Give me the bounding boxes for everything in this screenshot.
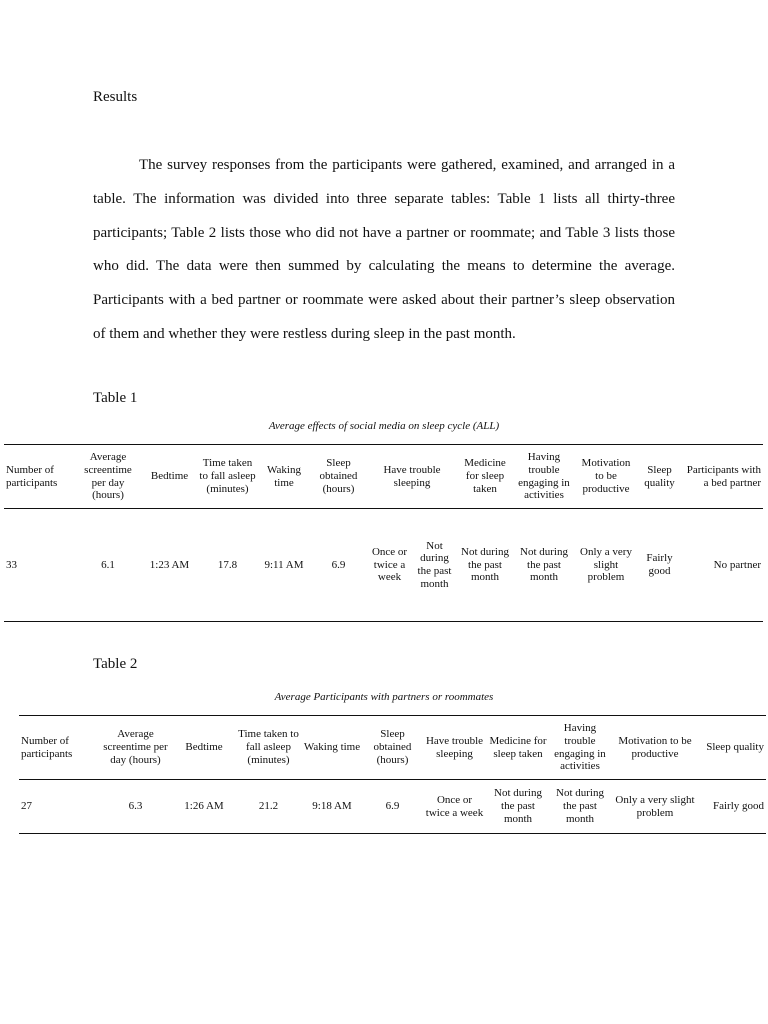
table2-cell-participants: 27	[19, 780, 99, 834]
table2-header-sleep-quality: Sleep quality	[699, 716, 766, 780]
table1-header-motivation: Motivation to be productive	[575, 445, 637, 509]
table1	[4, 444, 763, 622]
table1-header-bed-partner: Participants with a bed partner	[682, 445, 763, 509]
table1-header-participants: Number of participants	[4, 445, 74, 509]
table1-cell-trouble-activities: Not during the past month	[513, 509, 575, 622]
table2-caption: Average Participants with partners or roommates	[274, 691, 494, 703]
table2-header-fall-asleep: Time taken to fall asleep (minutes)	[236, 716, 301, 780]
table1-cell-bed-partner: No partner	[682, 509, 763, 622]
table2-header-sleep-obtained: Sleep obtained (hours)	[363, 716, 422, 780]
intro-paragraph: The survey responses from the participants were gathered, examined, and arranged in a table. The information was divided into three separate tables: Table 1 lists all thirty-three participants; Table 2 lists those who did not have a partner or roommate; and Table 3 lists those who did. The data were then summed by calculating the means to determine the average. Participants with a bed partner or roommate were asked about their partner’s sleep observation of them and whether they were restless during sleep in the past month.	[93, 157, 675, 342]
table1-header-row	[4, 445, 763, 509]
table2-header-screentime: Average screentime per day (hours)	[99, 716, 172, 780]
table2-cell-trouble-activities: Not during the past month	[549, 780, 611, 834]
table1-label: Table 1	[93, 390, 138, 406]
table2-header-motivation: Motivation to be productive	[611, 716, 699, 780]
table2-cell-trouble-sleeping: Once or twice a week	[422, 780, 487, 834]
table2-header-medicine: Medicine for sleep taken	[487, 716, 549, 780]
table2-cell-fall-asleep: 21.2	[236, 780, 301, 834]
table1-header-bedtime: Bedtime	[142, 445, 197, 509]
table1-header-screentime: Average screentime per day (hours)	[74, 445, 142, 509]
table1-cell-sleep-obtained: 6.9	[310, 509, 367, 622]
table2-cell-sleep-obtained: 6.9	[363, 780, 422, 834]
table2-header-row	[19, 716, 766, 780]
table2-header-participants: Number of participants	[19, 716, 99, 780]
table2-header-bedtime: Bedtime	[172, 716, 236, 780]
table2-header-trouble-activities: Having trouble engaging in activities	[549, 716, 611, 780]
table1-header-sleep-obtained: Sleep obtained (hours)	[310, 445, 367, 509]
table1-cell-screentime: 6.1	[74, 509, 142, 622]
table1-header-medicine: Medicine for sleep taken	[457, 445, 513, 509]
table2-cell-sleep-quality: Fairly good	[699, 780, 766, 834]
results-heading: Results	[93, 89, 138, 105]
table1-cell-motivation: Only a very slight problem	[575, 509, 637, 622]
table2	[19, 715, 766, 834]
table1-cell-fall-asleep: 17.8	[197, 509, 258, 622]
table2-cell-bedtime: 1:26 AM	[172, 780, 236, 834]
table2-cell-medicine: Not during the past month	[487, 780, 549, 834]
table-row	[19, 780, 766, 834]
table2-label: Table 2	[93, 656, 138, 672]
table1-header-fall-asleep: Time taken to fall asleep (minutes)	[197, 445, 258, 509]
table1-cell-trouble-sleeping-b: Not during the past month	[412, 509, 457, 622]
table1-header-trouble-activities: Having trouble engaging in activities	[513, 445, 575, 509]
table1-caption: Average effects of social media on sleep cycle (ALL)	[268, 420, 500, 432]
table2-cell-screentime: 6.3	[99, 780, 172, 834]
table1-cell-bedtime: 1:23 AM	[142, 509, 197, 622]
table2-cell-motivation: Only a very slight problem	[611, 780, 699, 834]
table1-header-sleep-quality: Sleep quality	[637, 445, 682, 509]
table2-header-waking: Waking time	[301, 716, 363, 780]
table2-header-trouble-sleeping: Have trouble sleeping	[422, 716, 487, 780]
table1-cell-participants: 33	[4, 509, 74, 622]
table1-header-trouble-sleeping: Have trouble sleeping	[367, 445, 457, 509]
table1-cell-waking: 9:11 AM	[258, 509, 310, 622]
table1-cell-medicine: Not during the past month	[457, 509, 513, 622]
table-row	[4, 509, 763, 622]
table1-cell-trouble-sleeping-a: Once or twice a week	[367, 509, 412, 622]
table1-cell-sleep-quality: Fairly good	[637, 509, 682, 622]
table1-header-waking: Waking time	[258, 445, 310, 509]
table2-cell-waking: 9:18 AM	[301, 780, 363, 834]
